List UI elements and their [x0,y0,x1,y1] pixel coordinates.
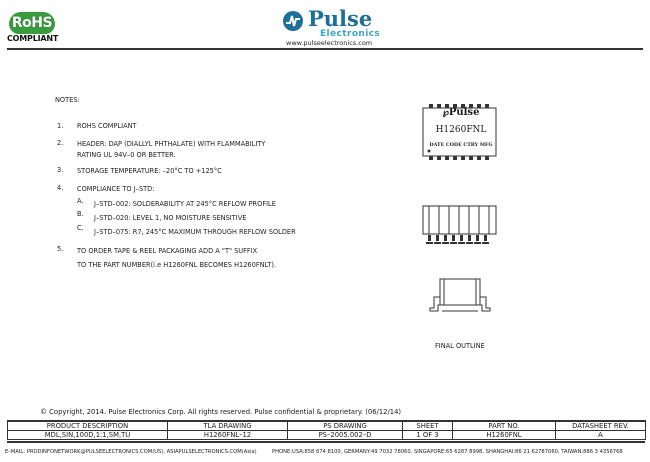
pulse-logo-name: Pulse [308,6,373,31]
note-text: COMPLIANCE TO J–STD: [77,185,155,193]
title-block-header-row [8,421,646,431]
rohs-compliant-text: COMPLIANT [7,34,59,43]
pulse-mark-icon: ℘ [442,108,449,118]
pulse-logo-icon [282,10,304,32]
note-number: A. [77,197,84,205]
note-text: STORAGE TEMPERATURE: –20°C TO +125°C [77,167,222,175]
copyright-notice [40,408,401,416]
copyright-icon: © [40,408,47,416]
note-number: 3. [57,166,64,174]
contact-email: E–MAIL: PRODINFONETWORK@PULSEELECTRONICS.COM(US), ASIAPULSELECTRONICS.COM(Asia) [5,449,257,455]
pulse-logo-sub: Electronics [320,29,381,39]
title-block-value: PS–2005.002–D [288,431,403,440]
part-marking-date-code: DATE CODE CTRY MFG [429,142,493,148]
header-rule [7,48,643,50]
footer-rule [7,441,645,443]
rohs-compliant-logo [7,12,57,48]
contact-phone: PHONE:USA:858 674 8100, GERMANY:49 7032 78060, SINGAPORE:65 6287 8998, SHANGHAI:86 21 62787060, TAIWAN:886 3 4356768 [272,449,623,455]
note-text: J–STD–002: SOLDERABILITY AT 245°C REFLOW PROFILE [94,200,276,208]
note-text: TO THE PART NUMBER(i.e H1260FNL BECOMES H1260FNLT). [77,261,277,269]
side-view-drawing [420,205,500,247]
part-marking-brand [430,107,492,118]
title-block-value: A [556,431,646,440]
title-block-header: SHEET [403,421,453,431]
note-number: B. [77,210,84,218]
title-block-value-row [8,431,646,440]
copyright-text: Copyright, 2014. Pulse Electronics Corp. All rights reserved. Pulse confidential & proprietary. (06/12/14) [49,408,402,416]
note-number: 1. [57,122,64,130]
note-text: ROHS COMPLIANT [77,122,137,130]
part-marking-brand-text: Pulse [448,107,480,118]
title-block-value: H1260FNL–12 [168,431,288,440]
title-block-value: 1 OF 3 [403,431,453,440]
title-block-header: PRODUCT DESCRIPTION [8,421,168,431]
note-text: J–STD–020: LEVEL 1, NO MOISTURE SENSITIVE [94,214,247,222]
title-block [7,420,646,440]
title-block-header: DATASHEET REV. [556,421,646,431]
title-block-header: PART NO. [453,421,556,431]
note-number: 5. [57,245,64,253]
part-marking-number: H1260FNL [435,125,487,135]
note-number: 2. [57,139,64,147]
notes-title: NOTES: [55,96,80,104]
note-text: RATING UL 94V–0 OR BETTER. [77,151,176,159]
title-block-value: MDL,SIN,100D,1:1,SM,TU [8,431,168,440]
pulse-logo-url: www.pulseelectronics.com [286,39,373,47]
pulse-logo [282,6,402,46]
note-text: TO ORDER TAPE & REEL PACKAGING ADD A "T" SUFFIX [77,247,258,255]
note-text: HEADER: DAP (DIALLYL PHTHALATE) WITH FLAMMABILITY [77,140,266,148]
end-view-drawing [428,275,494,317]
note-number: C. [77,224,84,232]
title-block-header: TLA DRAWING [168,421,288,431]
final-outline-label: FINAL OUTLINE [435,342,485,350]
note-text: J–STD–075: R7, 245°C MAXIMUM THROUGH REFLOW SOLDER [94,228,296,236]
rohs-badge: RoHS [9,12,55,34]
note-number: 4. [57,184,64,192]
title-block-header: PS DRAWING [288,421,403,431]
title-block-value: H1260FNL [453,431,556,440]
